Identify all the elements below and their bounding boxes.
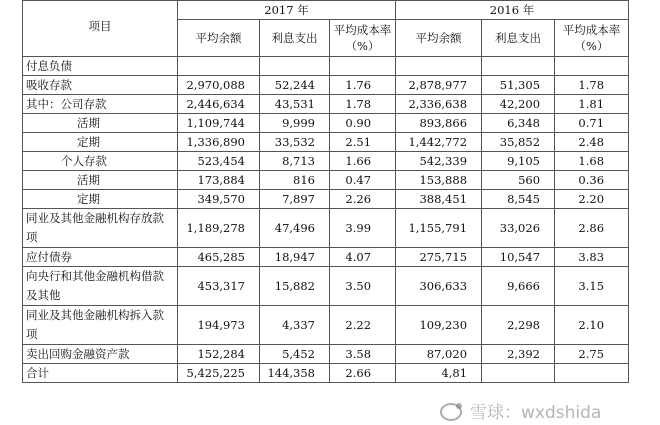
cell-avg-balance-2016: 1,155,791	[396, 209, 482, 248]
cell-avg-cost-rate-2017: 2.66	[330, 364, 396, 383]
cell-avg-cost-rate-2016: 2.86	[555, 209, 629, 248]
row-label: 定期	[23, 133, 178, 152]
cell-interest-expense-2017: 43,531	[260, 95, 330, 114]
row-label: 同业及其他金融机构存放款项	[23, 209, 178, 248]
table-row	[23, 209, 629, 248]
row-label: 活期	[23, 171, 178, 190]
table-row	[23, 248, 629, 267]
table-row	[23, 133, 629, 152]
cell-avg-cost-rate-2017: 4.07	[330, 248, 396, 267]
cell-interest-expense-2017: 4,337	[260, 306, 330, 345]
cell-avg-cost-rate-2016: 0.36	[555, 171, 629, 190]
cell-avg-cost-rate-2017: 1.78	[330, 95, 396, 114]
cell-avg-balance-2016: 388,451	[396, 190, 482, 209]
header-avg-cost-rate-2016: 平均成本率（%）	[555, 20, 629, 57]
cell-avg-cost-rate-2017: 3.99	[330, 209, 396, 248]
cell-avg-balance-2016: 1,442,772	[396, 133, 482, 152]
cell-avg-cost-rate-2016: 2.20	[555, 190, 629, 209]
cell-interest-expense-2016: 560	[482, 171, 555, 190]
header-avg-cost-rate-2017: 平均成本率（%）	[330, 20, 396, 57]
cell-avg-balance-2017: 173,884	[178, 171, 260, 190]
table-row	[23, 267, 629, 306]
cell-interest-expense-2016: 6,348	[482, 114, 555, 133]
cell-interest-expense-2016: 35,852	[482, 133, 555, 152]
cell-avg-cost-rate-2017: 1.66	[330, 152, 396, 171]
cell-avg-balance-2017: 1,189,278	[178, 209, 260, 248]
row-label: 付息负债	[23, 57, 178, 76]
header-avg-balance-2016: 平均余额	[396, 20, 482, 57]
cell-avg-balance-2017: 152,284	[178, 345, 260, 364]
cell-avg-balance-2017	[178, 57, 260, 76]
cell-avg-cost-rate-2016: 2.75	[555, 345, 629, 364]
watermark	[440, 398, 601, 423]
cell-avg-balance-2017: 453,317	[178, 267, 260, 306]
cell-avg-balance-2016: 2,878,977	[396, 76, 482, 95]
table-row	[23, 190, 629, 209]
watermark-text: 雪球：wxdshida	[470, 403, 602, 423]
cell-avg-balance-2017: 5,425,225	[178, 364, 260, 383]
cell-avg-cost-rate-2017: 2.26	[330, 190, 396, 209]
cell-interest-expense-2016: 10,547	[482, 248, 555, 267]
header-year-2016: 2016 年	[396, 1, 629, 20]
cell-avg-cost-rate-2017: 0.90	[330, 114, 396, 133]
cell-interest-expense-2017: 52,244	[260, 76, 330, 95]
cell-avg-cost-rate-2017: 0.47	[330, 171, 396, 190]
cell-interest-expense-2017: 9,999	[260, 114, 330, 133]
table-row	[23, 171, 629, 190]
cell-interest-expense-2016: 42,200	[482, 95, 555, 114]
cell-interest-expense-2016: 2,298	[482, 306, 555, 345]
cell-avg-balance-2016: 542,339	[396, 152, 482, 171]
cell-avg-balance-2016: 2,336,638	[396, 95, 482, 114]
cell-avg-balance-2017: 2,446,634	[178, 95, 260, 114]
cell-avg-cost-rate-2016: 3.83	[555, 248, 629, 267]
cell-avg-cost-rate-2016	[555, 57, 629, 76]
cell-interest-expense-2017: 7,897	[260, 190, 330, 209]
cell-interest-expense-2016	[482, 364, 555, 383]
table-row	[23, 152, 629, 171]
cell-avg-balance-2016: 109,230	[396, 306, 482, 345]
table-row	[23, 57, 629, 76]
header-year-2017: 2017 年	[178, 1, 396, 20]
cell-interest-expense-2016: 2,392	[482, 345, 555, 364]
row-label: 个人存款	[23, 152, 178, 171]
row-label: 卖出回购金融资产款	[23, 345, 178, 364]
cell-avg-balance-2016: 893,866	[396, 114, 482, 133]
cell-avg-balance-2017: 1,336,890	[178, 133, 260, 152]
table-row	[23, 114, 629, 133]
cell-avg-balance-2017: 1,109,744	[178, 114, 260, 133]
cell-avg-balance-2017: 349,570	[178, 190, 260, 209]
cell-avg-cost-rate-2016: 1.81	[555, 95, 629, 114]
cell-avg-cost-rate-2016: 3.15	[555, 267, 629, 306]
cell-avg-balance-2016: 306,633	[396, 267, 482, 306]
row-label: 定期	[23, 190, 178, 209]
cell-avg-balance-2017: 465,285	[178, 248, 260, 267]
cell-interest-expense-2017: 8,713	[260, 152, 330, 171]
cell-interest-expense-2017: 18,947	[260, 248, 330, 267]
cell-avg-balance-2017: 523,454	[178, 152, 260, 171]
cell-avg-cost-rate-2017: 3.58	[330, 345, 396, 364]
cell-interest-expense-2016: 9,666	[482, 267, 555, 306]
cell-avg-cost-rate-2016	[555, 364, 629, 383]
cell-avg-cost-rate-2017: 1.76	[330, 76, 396, 95]
cell-avg-balance-2017: 194,973	[178, 306, 260, 345]
cell-interest-expense-2016: 8,545	[482, 190, 555, 209]
table-row	[23, 345, 629, 364]
cell-interest-expense-2016: 9,105	[482, 152, 555, 171]
row-label: 吸收存款	[23, 76, 178, 95]
cell-avg-cost-rate-2017: 2.51	[330, 133, 396, 152]
table-body	[23, 57, 629, 383]
cell-avg-cost-rate-2016: 2.10	[555, 306, 629, 345]
table-row	[23, 306, 629, 345]
header-item: 项目	[23, 1, 178, 57]
cell-avg-cost-rate-2016: 1.68	[555, 152, 629, 171]
cell-avg-cost-rate-2017: 3.50	[330, 267, 396, 306]
cell-avg-balance-2016: 4,81	[396, 364, 482, 383]
row-label: 其中：公司存款	[23, 95, 178, 114]
cell-avg-cost-rate-2016: 0.71	[555, 114, 629, 133]
cell-avg-cost-rate-2017	[330, 57, 396, 76]
interest-bearing-liabilities-table	[22, 0, 629, 383]
cell-interest-expense-2017: 5,452	[260, 345, 330, 364]
cell-avg-balance-2016	[396, 57, 482, 76]
cell-avg-cost-rate-2016: 1.78	[555, 76, 629, 95]
cell-interest-expense-2016	[482, 57, 555, 76]
row-label: 活期	[23, 114, 178, 133]
table-row	[23, 76, 629, 95]
cell-avg-cost-rate-2017: 2.22	[330, 306, 396, 345]
header-avg-balance-2017: 平均余额	[178, 20, 260, 57]
cell-interest-expense-2017: 33,532	[260, 133, 330, 152]
cell-avg-cost-rate-2016: 2.48	[555, 133, 629, 152]
cell-interest-expense-2017: 144,358	[260, 364, 330, 383]
cell-interest-expense-2016: 33,026	[482, 209, 555, 248]
cell-avg-balance-2016: 153,888	[396, 171, 482, 190]
row-label: 同业及其他金融机构拆入款项	[23, 306, 178, 345]
header-interest-expense-2017: 利息支出	[260, 20, 330, 57]
row-label: 应付债券	[23, 248, 178, 267]
cell-interest-expense-2017	[260, 57, 330, 76]
row-label: 向央行和其他金融机构借款及其他	[23, 267, 178, 306]
cell-interest-expense-2017: 15,882	[260, 267, 330, 306]
table-row	[23, 364, 629, 383]
cell-avg-balance-2016: 275,715	[396, 248, 482, 267]
cell-interest-expense-2017: 816	[260, 171, 330, 190]
table-header	[23, 1, 629, 57]
row-label: 合计	[23, 364, 178, 383]
table-row	[23, 95, 629, 114]
cell-avg-balance-2016: 87,020	[396, 345, 482, 364]
header-interest-expense-2016: 利息支出	[482, 20, 555, 57]
cell-interest-expense-2017: 47,496	[260, 209, 330, 248]
cell-interest-expense-2016: 51,305	[482, 76, 555, 95]
cell-avg-balance-2017: 2,970,088	[178, 76, 260, 95]
snowball-logo-icon	[440, 400, 466, 422]
